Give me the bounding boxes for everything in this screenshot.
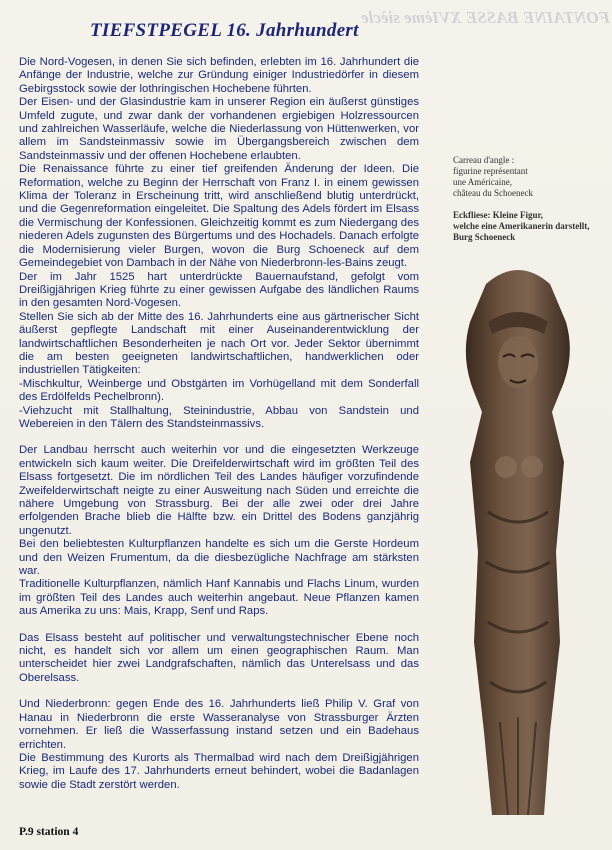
caption-fr-line: figurine représentant [453, 166, 528, 176]
paragraph: Der Landbau herrscht auch weiterhin vor und die eingesetzten Werkzeuge entwickeln sich kaum weiter. Die Dreifelderwirtschaft wird im größten Teil des Elsass fortgesetzt. Die im nördlichen Teil des Landes häufiger vorzufindende Zweifelderwirtschaft neigte zu einer Ausweitung nach Süden und erreichte die nähere Umgebung von Strassburg. Bei der alle zwei oder drei Jahre erfolgenden Brache blieb die Hälfte bzw. ein Drittel des Bodens ganzjährig ungenutzt. [19, 444, 419, 537]
caption-de [453, 210, 603, 243]
paragraph: Und Niederbronn: gegen Ende des 16. Jahrhunderts ließ Philip V. Graf von Hanau in Niederbronn die erste Wasseranalyse von Strassburger Ärzten vornehmen. Er ließ die Wasserfassung instand setzen und ein Badehaus errichten. [19, 698, 419, 751]
paragraph: Bei den beliebtesten Kulturpflanzen handelte es sich um die Gerste Hordeum und den Weizen Frumentum, da die diesbezügliche Nachfrage am stärksten war. [19, 538, 419, 578]
caption-fr-line: Carreau d'angle : [453, 155, 515, 165]
paragraph: Stellen Sie sich ab der Mitte des 16. Jahrhunderts eine aus gärtnerischer Sicht äußerst gepflegte Landschaft mit einer Auseinanderentwicklung der landwirtschaftlichen Besonderheiten je nach Ort vor. Jeder Sektor übernimmt die am besten geeigneten landwirtschaftlichen, handwerklichen oder industriellen Tätigkeiten: [19, 310, 419, 377]
paragraph: Traditionelle Kulturpflanzen, nämlich Hanf Kannabis und Flachs Linum, wurden im größten Teil des Landes auch weiterhin angebaut. Neue Pflanzen kamen aus Amerika zu uns: Mais, Krapp, Senf und Raps. [19, 578, 419, 618]
paragraph: -Mischkultur, Weinberge und Obstgärten im Vorhügelland mit dem Sonderfall des Erdölfelds Pechelbronn). [19, 377, 419, 404]
caption-de-line: welche eine Amerikanerin darstellt, [453, 221, 590, 231]
caption-fr-line: château du Schoeneck [453, 188, 533, 198]
caption-de-line: Eckfliese: Kleine Figur, [453, 210, 543, 220]
page-footer: P.9 station 4 [19, 826, 79, 838]
paragraph: Die Bestimmung des Kurorts als Thermalbad wird nach dem Dreißigjährigen Krieg, im Laufe des 17. Jahrhunderts erneut behindert, wobei die Badanlagen sowie die Stadt zerstört werden. [19, 751, 419, 791]
figure-caption [453, 155, 603, 243]
caption-de-line: Burg Schoeneck [453, 232, 516, 242]
body-text [19, 56, 419, 792]
caption-fr-line: une Américaine, [453, 177, 512, 187]
paragraph: Der im Jahr 1525 hart unterdrückte Bauernaufstand, gefolgt vom Dreißigjährigen Krieg führte zu einer gewissen Aufgabe des ländlichen Raums in den gesamten Nord-Vogesen. [19, 270, 419, 310]
paragraph: -Viehzucht mit Stallhaltung, Steinindustrie, Abbau von Sandstein und Webereien in den Tälern des Standsteinmassivs. [19, 404, 419, 430]
page-title: TIEFSTPEGEL 16. Jahrhundert [90, 20, 359, 41]
bleed-through-text: FONTAINE BASSE XVIème siècle [361, 8, 610, 27]
paragraph: Die Nord-Vogesen, in denen Sie sich befinden, erlebten im 16. Jahrhundert die Anfänge der Industrie, welche zur Gründung einiger Industriedörfer in diesem Gebirgsstock sowie der lothringischen Hochebene führten. [19, 56, 419, 95]
paragraph: Das Elsass besteht auf politischer und verwaltungstechnischer Ebene noch nicht, es handelt sich vor allem um einen geographischen Raum. Man unterscheidet hier zwei Landgrafschaften, nämlich das Unterelsass und das Oberelsass. [19, 631, 419, 684]
paragraph: Der Eisen- und der Glasindustrie kam in unserer Region ein äußerst günstiges Umfeld zugute, und zwar dank der vorhandenen ergiebigen Holzressourcen und zahlreichen Wasserläufe, welche die Niederlassung von Hüttenwerken, vor allem im Sandsteinmassiv sowie im Übergangsbereich zwischen dem Sandsteinmassiv und der offenen Hochebene erlaubten. [19, 96, 419, 162]
carved-figure-image [448, 262, 588, 815]
paragraph: Die Renaissance führte zu einer tief greifenden Änderung der Ideen. Die Reformation, welche zu Beginn der Herrschaft von Franz I. in einem gewissen Klima der Toleranz in Erscheinung tritt, wird anschließend blutig unterdrückt, und die Gegenreformation eingeleitet. Die Spaltung des Adels fördert im Elsass die Vermischung der Konfessionen. Gleichzeitig kommt es zum Niedergang des niederen Adels zugunsten des Bürgertums und des Hochadels. Danach erfolgte die Modernisierung vieler Burgen, wovon die Burg Schoeneck auf dem Gemeindegebiet von Dambach in der Nähe von Niederbronn-les-Bains zeugt. [19, 163, 419, 270]
